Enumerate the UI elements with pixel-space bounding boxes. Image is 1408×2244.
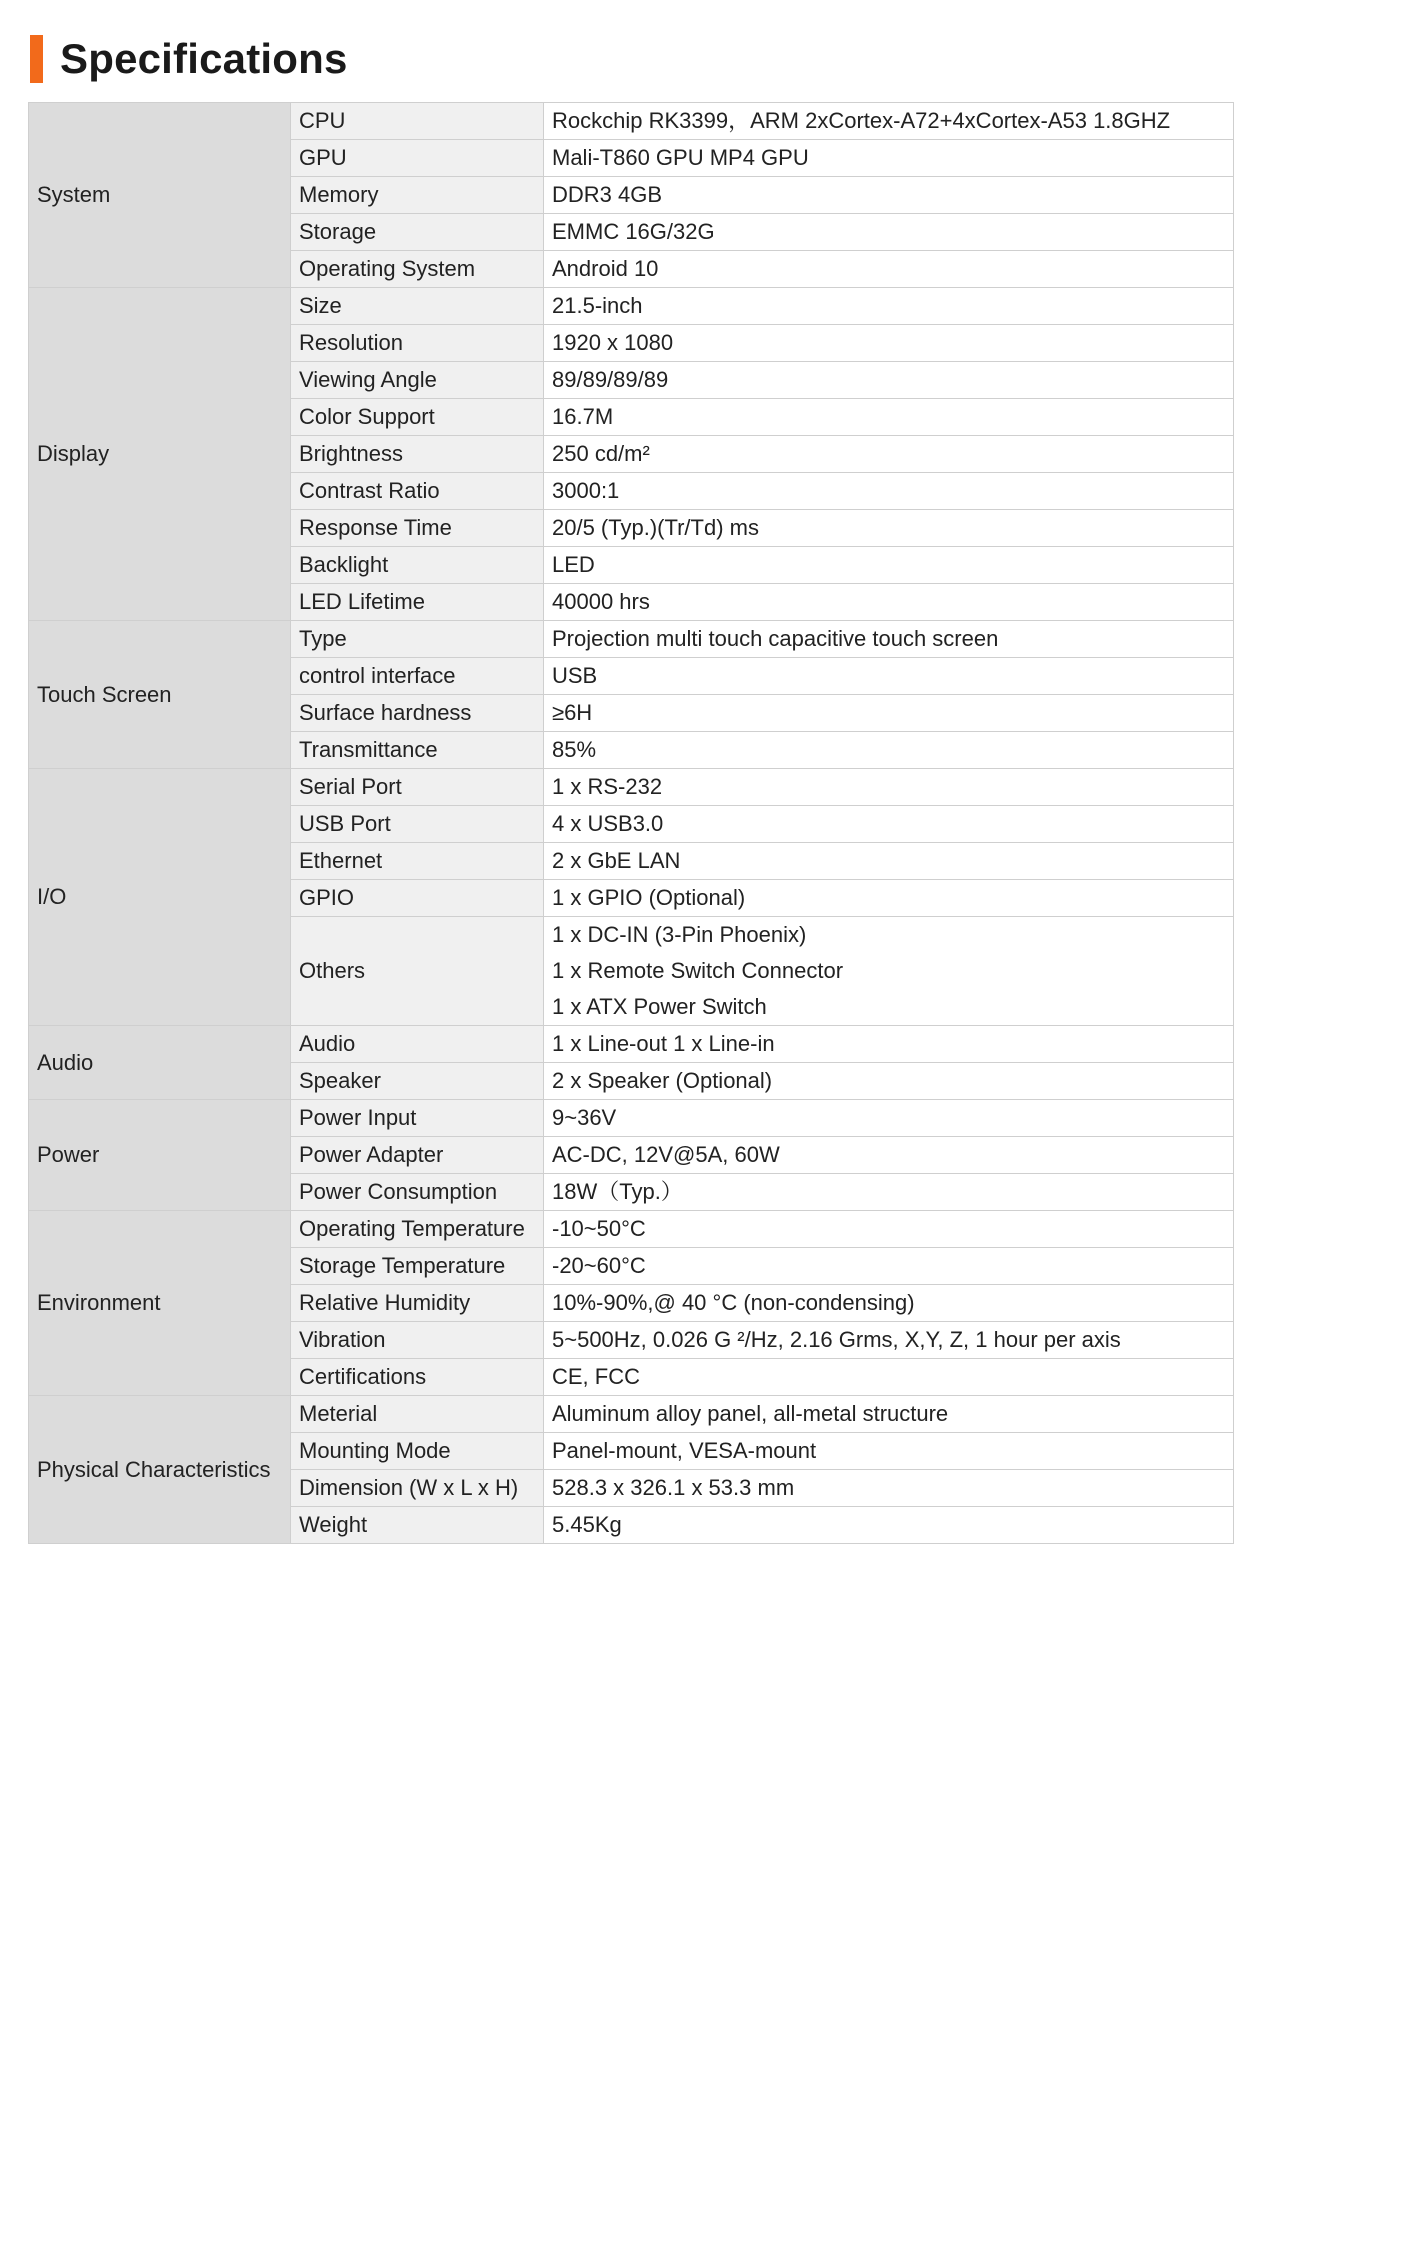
spec-value (544, 177, 1234, 214)
spec-value-line: Projection multi touch capacitive touch screen (552, 626, 999, 651)
spec-value-line: 4 x USB3.0 (552, 811, 664, 836)
spec-value-line: 3000:1 (552, 478, 620, 503)
spec-value-line: LED (552, 552, 595, 577)
specifications-table-body (29, 103, 1234, 1544)
spec-value (544, 621, 1234, 658)
table-row (29, 1211, 1234, 1248)
spec-value-line: 5.45Kg (552, 1512, 622, 1537)
spec-value-line: AC-DC, 12V@5A, 60W (552, 1142, 780, 1167)
table-row (29, 103, 1234, 140)
spec-value (544, 103, 1234, 140)
spec-name: Meterial (291, 1396, 544, 1433)
spec-value-line: CE, FCC (552, 1364, 640, 1389)
specifications-table (28, 102, 1234, 1544)
spec-value-line: 528.3 x 326.1 x 53.3 mm (552, 1475, 795, 1500)
spec-value-line: 2 x Speaker (Optional) (552, 1068, 773, 1093)
spec-value (544, 658, 1234, 695)
group-label-system: System (29, 103, 291, 288)
spec-name: Operating Temperature (291, 1211, 544, 1248)
spec-name: control interface (291, 658, 544, 695)
spec-name: Storage (291, 214, 544, 251)
spec-name: Serial Port (291, 769, 544, 806)
spec-value (544, 1137, 1234, 1174)
spec-value (544, 769, 1234, 806)
group-label-environment: Environment (29, 1211, 291, 1396)
spec-value (544, 214, 1234, 251)
spec-value-line: 16.7M (552, 404, 614, 429)
spec-value (544, 917, 1234, 1026)
spec-value-line: 250 cd/m² (552, 441, 650, 466)
group-label-physical-characteristics: Physical Characteristics (29, 1396, 291, 1544)
spec-name: Storage Temperature (291, 1248, 544, 1285)
spec-value (544, 1359, 1234, 1396)
spec-value-line: 85% (552, 737, 597, 762)
group-label-power: Power (29, 1100, 291, 1211)
spec-value-line: 20/5 (Typ.)(Tr/Td) ms (552, 515, 759, 540)
section-header (30, 32, 348, 86)
spec-name: CPU (291, 103, 544, 140)
spec-value-line: Android 10 (552, 256, 659, 281)
spec-name: Size (291, 288, 544, 325)
spec-value-line: 1 x GPIO (Optional) (552, 885, 746, 910)
spec-value (544, 325, 1234, 362)
title-accent-bar (30, 35, 43, 83)
spec-value-line: 9~36V (552, 1105, 617, 1130)
spec-name: Backlight (291, 547, 544, 584)
spec-value (544, 1100, 1234, 1137)
spec-name: Speaker (291, 1063, 544, 1100)
spec-name: Audio (291, 1026, 544, 1063)
spec-name: Weight (291, 1507, 544, 1544)
spec-value-line: 1 x ATX Power Switch (552, 994, 767, 1019)
table-row (29, 288, 1234, 325)
spec-value (544, 806, 1234, 843)
table-row (29, 621, 1234, 658)
spec-name: GPIO (291, 880, 544, 917)
spec-value-line: EMMC 16G/32G (552, 219, 715, 244)
spec-value (544, 1248, 1234, 1285)
spec-value (544, 1211, 1234, 1248)
spec-value-line: 5~500Hz, 0.026 G ²/Hz, 2.16 Grms, X,Y, Z, 1 hour per axis (552, 1327, 1121, 1352)
spec-value-line: -20~60°C (552, 1253, 646, 1278)
spec-value (544, 584, 1234, 621)
spec-value (544, 1063, 1234, 1100)
spec-value (544, 1470, 1234, 1507)
spec-value (544, 362, 1234, 399)
group-label-display: Display (29, 288, 291, 621)
spec-value-line: Mali-T860 GPU MP4 GPU (552, 145, 809, 170)
spec-value-line: 89/89/89/89 (552, 367, 669, 392)
spec-value (544, 1026, 1234, 1063)
spec-value-line: 1 x Line-out 1 x Line-in (552, 1031, 775, 1056)
spec-name: Brightness (291, 436, 544, 473)
spec-value (544, 695, 1234, 732)
spec-value-line: Aluminum alloy panel, all-metal structure (552, 1401, 949, 1426)
table-row (29, 1100, 1234, 1137)
spec-name: Others (291, 917, 544, 1026)
spec-value (544, 436, 1234, 473)
spec-value (544, 1322, 1234, 1359)
spec-value-line: 1920 x 1080 (552, 330, 674, 355)
spec-value-line: 1 x RS-232 (552, 774, 663, 799)
spec-name: Mounting Mode (291, 1433, 544, 1470)
spec-name: Color Support (291, 399, 544, 436)
spec-value-line: -10~50°C (552, 1216, 646, 1241)
spec-value-line: 21.5-inch (552, 293, 643, 318)
spec-value-line: 18W（Typ.） (552, 1179, 683, 1204)
spec-name: Certifications (291, 1359, 544, 1396)
spec-value-line: 40000 hrs (552, 589, 650, 614)
spec-value (544, 288, 1234, 325)
group-label-audio: Audio (29, 1026, 291, 1100)
group-label-i-o: I/O (29, 769, 291, 1026)
spec-name: Vibration (291, 1322, 544, 1359)
spec-value (544, 1396, 1234, 1433)
spec-value-line: Rockchip RK3399，ARM 2xCortex-A72+4xCortex-A53 1.8GHZ (552, 108, 1171, 133)
spec-value (544, 1174, 1234, 1211)
spec-value (544, 880, 1234, 917)
spec-value-line: 1 x DC-IN (3-Pin Phoenix) (552, 922, 807, 947)
spec-value (544, 140, 1234, 177)
spec-value-line: DDR3 4GB (552, 182, 663, 207)
spec-name: Surface hardness (291, 695, 544, 732)
spec-value-line: ≥6H (552, 700, 593, 725)
spec-value (544, 547, 1234, 584)
spec-value (544, 1285, 1234, 1322)
spec-value (544, 843, 1234, 880)
spec-name: GPU (291, 140, 544, 177)
spec-name: Power Adapter (291, 1137, 544, 1174)
spec-name: Viewing Angle (291, 362, 544, 399)
table-row (29, 769, 1234, 806)
spec-value-line: USB (552, 663, 598, 688)
spec-name: LED Lifetime (291, 584, 544, 621)
spec-value (544, 251, 1234, 288)
spec-name: Power Consumption (291, 1174, 544, 1211)
spec-name: Transmittance (291, 732, 544, 769)
spec-name: Power Input (291, 1100, 544, 1137)
spec-value (544, 510, 1234, 547)
table-row (29, 1026, 1234, 1063)
spec-value (544, 732, 1234, 769)
group-label-touch-screen: Touch Screen (29, 621, 291, 769)
spec-value-line: 1 x Remote Switch Connector (552, 958, 844, 983)
spec-name: Type (291, 621, 544, 658)
spec-name: Ethernet (291, 843, 544, 880)
spec-value-line: 10%-90%,@ 40 °C (non-condensing) (552, 1290, 915, 1315)
table-row (29, 1396, 1234, 1433)
spec-value (544, 1433, 1234, 1470)
spec-value (544, 473, 1234, 510)
spec-value (544, 399, 1234, 436)
spec-value (544, 1507, 1234, 1544)
spec-name: Operating System (291, 251, 544, 288)
spec-name: Response Time (291, 510, 544, 547)
page-title: Specifications (60, 35, 348, 82)
spec-name: USB Port (291, 806, 544, 843)
spec-name: Contrast Ratio (291, 473, 544, 510)
spec-value-line: 2 x GbE LAN (552, 848, 681, 873)
spec-name: Dimension (W x L x H) (291, 1470, 544, 1507)
spec-name: Memory (291, 177, 544, 214)
spec-name: Relative Humidity (291, 1285, 544, 1322)
spec-value-line: Panel-mount, VESA-mount (552, 1438, 817, 1463)
spec-name: Resolution (291, 325, 544, 362)
